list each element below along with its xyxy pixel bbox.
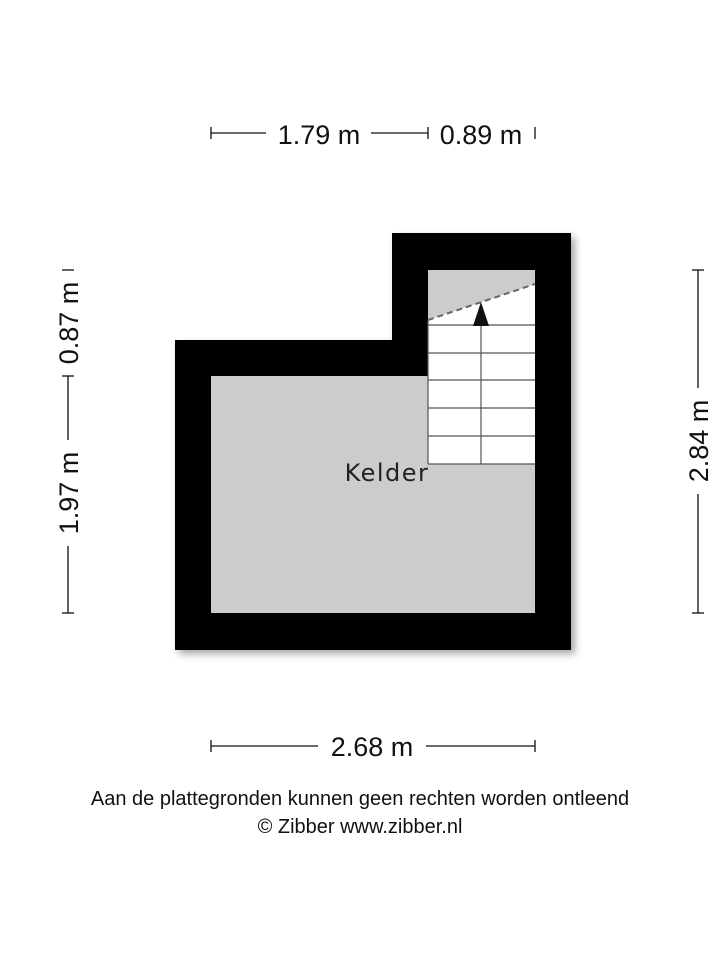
dimension-bottom: 2.68 m [330,732,414,762]
dimension-left-upper: 0.87 m [54,281,84,365]
copyright-text: © Zibber www.zibber.nl [257,816,463,838]
dimension-top-left: 1.79 m [277,120,361,150]
disclaimer-text: Aan de plattegronden kunnen geen rechten worden ontleend [90,788,630,810]
dimension-left-lower: 1.97 m [54,451,84,535]
dimension-top-right: 0.89 m [439,120,523,150]
dimension-right: 2.84 m [684,399,714,483]
room-label-kelder: Kelder [344,459,430,487]
